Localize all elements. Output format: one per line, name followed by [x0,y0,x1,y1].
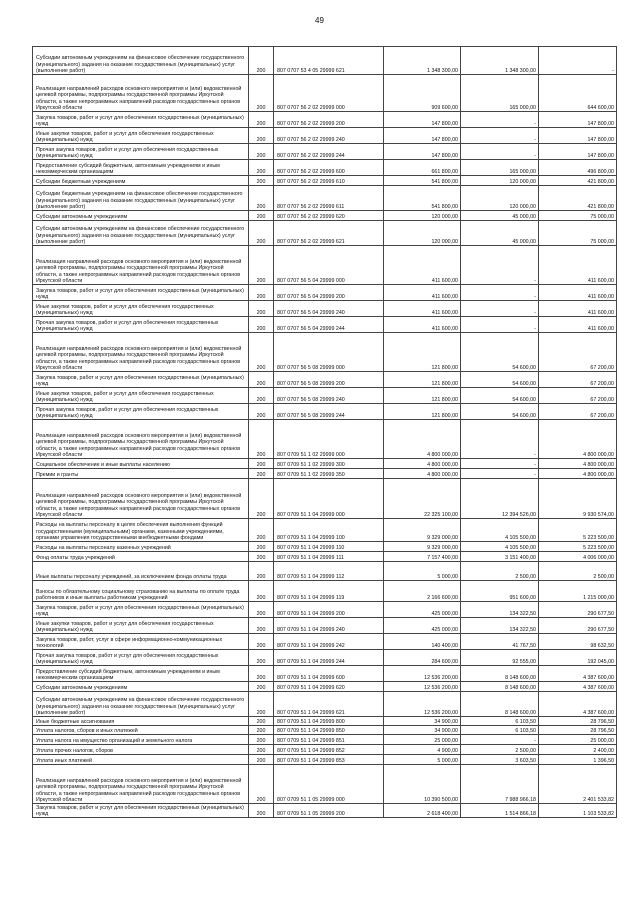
row-section-cell: 200 [249,726,274,735]
row-name-cell: Расходы на выплаты персоналу в целях обеспечения выполнения функций государственными (муниципальными) органами, казенными учреждениями, органами управления государственными внебюджетными фондами [33,519,249,542]
row-amount-executed-cell: 45 000,00 [461,211,539,221]
table-row [33,581,617,602]
row-name-cell: Прочая закупка товаров, работ и услуг для обеспечения государственных (муниципальных) нужд [33,144,249,160]
row-code-cell: 807 0707 56 2 02 29999 200 [274,112,384,128]
row-name-cell: Субсидии автономным учреждениям на финансовое обеспечение государственного (муниципального) задания на оказание государственных (муниципальных) услуг (выполнение работ) [33,221,249,246]
row-amount-total-cell: 4 900,00 [384,745,461,755]
row-amount-executed-cell: 1 514 866,18 [461,804,539,818]
row-amount-remaining-cell: 2 500,00 [539,562,617,581]
row-code-cell: 807 0709 51 1 04 29999 244 [274,650,384,666]
row-amount-total-cell: 2 166 600,00 [384,581,461,602]
row-amount-total-cell: 1 348 300,00 [384,47,461,75]
row-section-cell: 200 [249,333,274,372]
row-code-cell: 807 0707 56 2 02 29999 620 [274,211,384,221]
row-amount-executed-cell: 1 348 300,00 [461,47,539,75]
row-name-cell: Уплата прочих налогов, сборов [33,745,249,755]
row-amount-total-cell: 12 536 200,00 [384,692,461,717]
row-amount-total-cell: 4 800 000,00 [384,469,461,479]
row-amount-executed-cell: 12 394 526,00 [461,479,539,519]
row-amount-total-cell: 425 000,00 [384,618,461,634]
row-amount-total-cell: 120 000,00 [384,221,461,246]
row-amount-remaining-cell: 1 103 533,82 [539,804,617,818]
row-code-cell: 807 0709 51 1 04 29999 851 [274,735,384,745]
row-name-cell: Социальное обеспечение и иные выплаты населению [33,459,249,469]
row-amount-remaining-cell: 4 800 000,00 [539,420,617,459]
row-name-cell: Субсидии бюджетным учреждениям [33,176,249,186]
row-amount-remaining-cell: 192 045,00 [539,650,617,666]
table-row [33,459,617,469]
table-row [33,755,617,765]
table-row [33,128,617,144]
row-code-cell: 807 0707 56 5 04 29999 244 [274,317,384,333]
row-amount-executed-cell: 120 000,00 [461,186,539,211]
row-section-cell: 200 [249,602,274,618]
row-code-cell: 807 0707 56 5 08 29999 240 [274,388,384,404]
table-row [33,317,617,333]
row-amount-total-cell: 5 000,00 [384,755,461,765]
row-code-cell: 807 0709 51 1 04 29999 119 [274,581,384,602]
row-amount-executed-cell: 6 103,50 [461,717,539,726]
table-row [33,562,617,581]
row-name-cell: Иные бюджетные ассигнования [33,717,249,726]
row-amount-total-cell: 140 400,00 [384,634,461,650]
row-section-cell: 200 [249,682,274,692]
row-name-cell: Реализация направлений расходов основного мероприятия и (или) ведомственной целевой программы, подпрограммы государственной программы Иркутской области, а также непрограммных направлений расходов государственных органов Иркутской области [33,333,249,372]
row-code-cell: 807 0707 53 4 05 29999 621 [274,47,384,75]
row-name-cell: Реализация направлений расходов основного мероприятия и (или) ведомственной целевой программы, подпрограммы государственной программы Иркутской области, а также непрограммных направлений расходов государственных органов Иркутской области [33,479,249,519]
row-amount-remaining-cell: 5 223 500,00 [539,542,617,552]
row-section-cell: 200 [249,469,274,479]
row-code-cell: 807 0709 51 1 04 29999 620 [274,682,384,692]
row-section-cell: 200 [249,246,274,285]
row-amount-total-cell: 9 329 000,00 [384,519,461,542]
row-section-cell: 200 [249,562,274,581]
table-row [33,634,617,650]
row-amount-remaining-cell: 1 215 000,00 [539,581,617,602]
row-amount-total-cell: 12 536 200,00 [384,682,461,692]
row-code-cell: 807 0707 56 5 04 29999 200 [274,285,384,301]
row-amount-executed-cell: 8 148 600,00 [461,682,539,692]
table-row [33,160,617,176]
row-name-cell: Расходы на выплаты персоналу казенных учреждений [33,542,249,552]
table-row [33,221,617,246]
row-amount-executed-cell: 134 322,50 [461,618,539,634]
row-amount-executed-cell: 165 000,00 [461,75,539,112]
row-name-cell: Иные закупки товаров, работ и услуг для обеспечения государственных (муниципальных) нужд [33,388,249,404]
page-number: 49 [315,16,324,25]
row-amount-remaining-cell: 25 000,00 [539,735,617,745]
row-name-cell: Премии и гранты [33,469,249,479]
row-code-cell: 807 0709 51 1 04 29999 000 [274,479,384,519]
row-code-cell: 807 0709 51 1 04 29999 621 [274,692,384,717]
row-amount-remaining-cell: 644 600,00 [539,75,617,112]
row-amount-total-cell: 121 800,00 [384,404,461,420]
row-amount-total-cell: 121 800,00 [384,372,461,388]
row-amount-total-cell: 541 800,00 [384,186,461,211]
row-name-cell: Прочая закупка товаров, работ и услуг для обеспечения государственных (муниципальных) нужд [33,404,249,420]
row-name-cell: Фонд оплаты труда учреждений [33,552,249,562]
row-section-cell: 200 [249,301,274,317]
row-amount-total-cell: 7 157 400,00 [384,552,461,562]
row-name-cell: Закупка товаров, работ и услуг для обеспечения государственных (муниципальных) нужд [33,804,249,818]
row-code-cell: 807 0709 51 1 04 29999 240 [274,618,384,634]
row-section-cell: 200 [249,112,274,128]
row-section-cell: 200 [249,176,274,186]
budget-table-body [33,47,617,818]
row-amount-executed-cell: 4 105 500,00 [461,519,539,542]
row-code-cell: 807 0709 51 1 05 29999 000 [274,765,384,804]
row-section-cell: 200 [249,479,274,519]
row-code-cell: 807 0707 56 2 02 29999 611 [274,186,384,211]
row-amount-remaining-cell: 147 800,00 [539,128,617,144]
row-section-cell: 200 [249,519,274,542]
row-name-cell: Закупка товаров, работ и услуг для обеспечения государственных (муниципальных) нужд [33,285,249,301]
row-code-cell: 807 0709 51 1 04 29999 242 [274,634,384,650]
row-amount-remaining-cell: 75 000,00 [539,221,617,246]
row-amount-total-cell: 121 800,00 [384,388,461,404]
row-amount-remaining-cell: 5 223 500,00 [539,519,617,542]
row-name-cell: Закупка товаров, работ и услуг для обеспечения государственных (муниципальных) нужд [33,112,249,128]
row-amount-executed-cell: 2 500,00 [461,562,539,581]
row-amount-remaining-cell: 147 800,00 [539,144,617,160]
row-amount-total-cell: 25 000,00 [384,735,461,745]
row-name-cell: Субсидии бюджетным учреждениям на финансовое обеспечение государственного (муниципального) задания на оказание государственных (муниципальных) услуг (выполнение работ) [33,186,249,211]
row-amount-executed-cell: 165 000,00 [461,160,539,176]
row-name-cell: Субсидии автономным учреждениям на финансовое обеспечение государственного (муниципального) задания на оказание государственных (муниципальных) услуг (выполнение работ) [33,692,249,717]
row-amount-total-cell: 411 600,00 [384,285,461,301]
row-amount-remaining-cell: 411 600,00 [539,317,617,333]
row-amount-executed-cell: 54 600,00 [461,372,539,388]
row-code-cell: 807 0707 56 2 02 29999 610 [274,176,384,186]
table-row [33,542,617,552]
table-row [33,404,617,420]
row-section-cell: 200 [249,388,274,404]
row-amount-total-cell: 909 600,00 [384,75,461,112]
table-row [33,602,617,618]
table-row [33,112,617,128]
row-code-cell: 807 0707 56 2 02 29999 240 [274,128,384,144]
table-row [33,469,617,479]
row-amount-executed-cell: 45 000,00 [461,221,539,246]
row-name-cell: Реализация направлений расходов основного мероприятия и (или) ведомственной целевой программы, подпрограммы государственной программы Иркутской области, а также непрограммных направлений расходов государственных органов Иркутской области [33,420,249,459]
row-amount-remaining-cell: - [539,47,617,75]
row-code-cell: 807 0709 51 1 04 29999 800 [274,717,384,726]
row-amount-remaining-cell: 1 396,50 [539,755,617,765]
row-name-cell: Предоставление субсидий бюджетным, автономным учреждениям и иным некоммерческим организациям [33,666,249,682]
row-amount-executed-cell: - [461,112,539,128]
row-name-cell: Закупка товаров, работ и услуг для обеспечения государственных (муниципальных) нужд [33,372,249,388]
table-row [33,388,617,404]
row-name-cell: Прочая закупка товаров, работ и услуг для обеспечения государственных (муниципальных) нужд [33,650,249,666]
row-section-cell: 200 [249,618,274,634]
row-name-cell: Иные закупки товаров, работ и услуг для обеспечения государственных (муниципальных) нужд [33,301,249,317]
table-row [33,618,617,634]
table-row [33,804,617,818]
budget-table [32,46,617,818]
row-amount-total-cell: 4 800 000,00 [384,459,461,469]
row-amount-executed-cell: 3 603,50 [461,755,539,765]
row-amount-total-cell: 34 900,00 [384,726,461,735]
table-row [33,285,617,301]
row-amount-remaining-cell: 28 796,50 [539,717,617,726]
row-code-cell: 807 0709 51 1 04 29999 600 [274,666,384,682]
table-row [33,246,617,285]
row-code-cell: 807 0709 51 1 04 29999 110 [274,542,384,552]
row-amount-remaining-cell: 421 800,00 [539,186,617,211]
table-row [33,176,617,186]
row-amount-total-cell: 120 000,00 [384,211,461,221]
row-amount-remaining-cell: 411 600,00 [539,285,617,301]
row-name-cell: Прочая закупка товаров, работ и услуг для обеспечения государственных (муниципальных) нужд [33,317,249,333]
row-section-cell: 200 [249,47,274,75]
row-amount-executed-cell: 54 600,00 [461,404,539,420]
row-section-cell: 200 [249,372,274,388]
row-section-cell: 200 [249,211,274,221]
row-amount-remaining-cell: 147 800,00 [539,112,617,128]
row-section-cell: 200 [249,735,274,745]
row-amount-remaining-cell: 75 000,00 [539,211,617,221]
row-amount-executed-cell: 54 600,00 [461,333,539,372]
row-name-cell: Реализация направлений расходов основного мероприятия и (или) ведомственной целевой программы, подпрограммы государственной программы Иркутской области, а также непрограммных направлений расходов государственных органов Иркутской области [33,75,249,112]
table-row [33,47,617,75]
row-amount-remaining-cell: 290 677,50 [539,602,617,618]
row-name-cell: Иные закупки товаров, работ и услуг для обеспечения государственных (муниципальных) нужд [33,128,249,144]
row-amount-remaining-cell: 67 200,00 [539,388,617,404]
row-amount-remaining-cell: 67 200,00 [539,372,617,388]
row-code-cell: 807 0709 51 1 02 29999 300 [274,459,384,469]
row-name-cell: Уплата налогов, сборов и иных платежей [33,726,249,735]
row-section-cell: 200 [249,765,274,804]
row-amount-remaining-cell: 28 796,50 [539,726,617,735]
row-name-cell: Иные выплаты персоналу учреждений, за исключением фонда оплаты труда [33,562,249,581]
row-code-cell: 807 0709 51 1 04 29999 850 [274,726,384,735]
row-section-cell: 200 [249,552,274,562]
row-amount-remaining-cell: 4 387 600,00 [539,666,617,682]
table-row [33,519,617,542]
row-amount-remaining-cell: 67 200,00 [539,333,617,372]
row-name-cell: Субсидии автономным учреждениям [33,211,249,221]
row-amount-executed-cell: 8 148 600,00 [461,692,539,717]
row-amount-remaining-cell: 67 200,00 [539,404,617,420]
row-amount-executed-cell: - [461,301,539,317]
row-name-cell: Субсидии автономным учреждениям на финансовое обеспечение государственного (муниципального) задания на оказание государственных (муниципальных) услуг (выполнение работ) [33,47,249,75]
row-code-cell: 807 0709 51 1 04 29999 111 [274,552,384,562]
row-amount-total-cell: 147 800,00 [384,112,461,128]
row-code-cell: 807 0709 51 1 02 29999 350 [274,469,384,479]
row-name-cell: Реализация направлений расходов основного мероприятия и (или) ведомственной целевой программы, подпрограммы государственной программы Иркутской области, а также непрограммных направлений расходов государственных органов Иркутской области [33,246,249,285]
row-amount-total-cell: 541 800,00 [384,176,461,186]
row-amount-executed-cell: - [461,246,539,285]
row-section-cell: 200 [249,717,274,726]
table-row [33,420,617,459]
row-amount-remaining-cell: 411 600,00 [539,301,617,317]
row-code-cell: 807 0707 56 2 02 29999 600 [274,160,384,176]
row-amount-executed-cell: 41 767,50 [461,634,539,650]
row-amount-total-cell: 4 800 000,00 [384,420,461,459]
row-amount-remaining-cell: 98 632,50 [539,634,617,650]
row-section-cell: 200 [249,666,274,682]
row-name-cell: Реализация направлений расходов основного мероприятия и (или) ведомственной целевой программы, подпрограммы государственной программы Иркутской области, а также непрограммных направлений расходов государственных органов Иркутской области [33,765,249,804]
row-name-cell: Предоставление субсидий бюджетным, автономным учреждениям и иным некоммерческим организациям [33,160,249,176]
row-amount-total-cell: 5 000,00 [384,562,461,581]
row-name-cell: Иные закупки товаров, работ и услуг для обеспечения государственных (муниципальных) нужд [33,618,249,634]
row-amount-executed-cell: 134 322,50 [461,602,539,618]
row-amount-executed-cell: 54 600,00 [461,388,539,404]
row-code-cell: 807 0709 51 1 04 29999 112 [274,562,384,581]
table-row [33,666,617,682]
table-row [33,745,617,755]
row-amount-executed-cell: 2 500,00 [461,745,539,755]
row-section-cell: 200 [249,634,274,650]
row-amount-executed-cell: 120 000,00 [461,176,539,186]
row-section-cell: 200 [249,160,274,176]
row-name-cell: Взносы по обязательному социальному страхованию на выплаты по оплате труда работников и иные выплаты работникам учреждений [33,581,249,602]
row-amount-total-cell: 661 800,00 [384,160,461,176]
table-row [33,301,617,317]
table-row [33,552,617,562]
row-code-cell: 807 0707 56 5 04 29999 000 [274,246,384,285]
row-section-cell: 200 [249,650,274,666]
row-amount-remaining-cell: 2 401 533,82 [539,765,617,804]
row-amount-remaining-cell: 421 800,00 [539,176,617,186]
row-section-cell: 200 [249,186,274,211]
row-amount-executed-cell: - [461,317,539,333]
row-amount-executed-cell: - [461,469,539,479]
row-amount-remaining-cell: 4 800 000,00 [539,459,617,469]
row-amount-total-cell: 121 800,00 [384,333,461,372]
row-amount-remaining-cell: 4 387 600,00 [539,682,617,692]
table-row [33,717,617,726]
row-amount-total-cell: 9 329 000,00 [384,542,461,552]
table-row [33,333,617,372]
row-amount-remaining-cell: 496 800,00 [539,160,617,176]
table-row [33,186,617,211]
table-row [33,726,617,735]
row-amount-remaining-cell: 4 387 600,00 [539,692,617,717]
row-code-cell: 807 0709 51 1 04 29999 852 [274,745,384,755]
row-amount-total-cell: 147 800,00 [384,144,461,160]
row-section-cell: 200 [249,317,274,333]
row-amount-total-cell: 12 536 200,00 [384,666,461,682]
row-amount-total-cell: 10 390 500,00 [384,765,461,804]
row-amount-total-cell: 411 600,00 [384,317,461,333]
row-code-cell: 807 0709 51 1 02 29999 000 [274,420,384,459]
row-amount-total-cell: 425 000,00 [384,602,461,618]
row-section-cell: 200 [249,459,274,469]
row-amount-remaining-cell: 9 930 574,00 [539,479,617,519]
row-name-cell: Субсидии автономным учреждениям [33,682,249,692]
row-section-cell: 200 [249,745,274,755]
row-amount-total-cell: 34 900,00 [384,717,461,726]
row-amount-total-cell: 284 600,00 [384,650,461,666]
row-amount-executed-cell: - [461,128,539,144]
row-section-cell: 200 [249,144,274,160]
row-amount-executed-cell: 4 105 500,00 [461,542,539,552]
row-code-cell: 807 0707 56 2 02 29999 244 [274,144,384,160]
row-code-cell: 807 0709 51 1 04 29999 100 [274,519,384,542]
row-amount-remaining-cell: 2 400,00 [539,745,617,755]
row-amount-executed-cell: - [461,144,539,160]
table-row [33,735,617,745]
row-section-cell: 200 [249,420,274,459]
row-amount-executed-cell: 6 103,50 [461,726,539,735]
row-code-cell: 807 0707 56 2 02 29999 000 [274,75,384,112]
table-row [33,650,617,666]
row-code-cell: 807 0709 51 1 05 29999 200 [274,804,384,818]
row-amount-executed-cell: 951 600,00 [461,581,539,602]
table-row [33,211,617,221]
row-name-cell: Закупка товаров, работ и услуг для обеспечения государственных (муниципальных) нужд [33,602,249,618]
row-amount-remaining-cell: 411 600,00 [539,246,617,285]
row-amount-remaining-cell: 4 006 000,00 [539,552,617,562]
row-code-cell: 807 0707 56 5 08 29999 000 [274,333,384,372]
row-amount-total-cell: 2 618 400,00 [384,804,461,818]
row-name-cell: Уплата налога на имущество организаций и земельного налога [33,735,249,745]
row-code-cell: 807 0709 51 1 04 29999 853 [274,755,384,765]
row-amount-executed-cell: - [461,459,539,469]
row-code-cell: 807 0707 56 5 08 29999 200 [274,372,384,388]
row-amount-executed-cell: 3 151 400,00 [461,552,539,562]
table-row [33,479,617,519]
row-section-cell: 200 [249,75,274,112]
row-code-cell: 807 0707 56 5 04 29999 240 [274,301,384,317]
row-name-cell: Закупка товаров, работ, услуг в сфере информационно-коммуникационных технологий [33,634,249,650]
row-amount-remaining-cell: 290 677,50 [539,618,617,634]
row-section-cell: 200 [249,804,274,818]
row-section-cell: 200 [249,128,274,144]
row-amount-executed-cell: 8 148 600,00 [461,666,539,682]
row-section-cell: 200 [249,755,274,765]
row-amount-executed-cell: 92 555,00 [461,650,539,666]
table-row [33,144,617,160]
row-section-cell: 200 [249,285,274,301]
row-amount-total-cell: 22 325 100,00 [384,479,461,519]
row-amount-total-cell: 147 800,00 [384,128,461,144]
row-amount-total-cell: 411 600,00 [384,301,461,317]
row-code-cell: 807 0707 56 2 02 29999 621 [274,221,384,246]
row-amount-executed-cell: 7 988 966,18 [461,765,539,804]
row-code-cell: 807 0707 56 5 08 29999 244 [274,404,384,420]
row-amount-remaining-cell: 4 800 000,00 [539,469,617,479]
row-code-cell: 807 0709 51 1 04 29999 200 [274,602,384,618]
row-section-cell: 200 [249,692,274,717]
table-row [33,682,617,692]
table-row [33,765,617,804]
row-amount-executed-cell: - [461,420,539,459]
row-amount-executed-cell: - [461,285,539,301]
row-section-cell: 200 [249,404,274,420]
row-section-cell: 200 [249,542,274,552]
row-section-cell: 200 [249,581,274,602]
row-name-cell: Уплата иных платежей [33,755,249,765]
table-row [33,692,617,717]
row-amount-executed-cell: - [461,735,539,745]
table-row [33,372,617,388]
row-section-cell: 200 [249,221,274,246]
table-row [33,75,617,112]
row-amount-total-cell: 411 600,00 [384,246,461,285]
